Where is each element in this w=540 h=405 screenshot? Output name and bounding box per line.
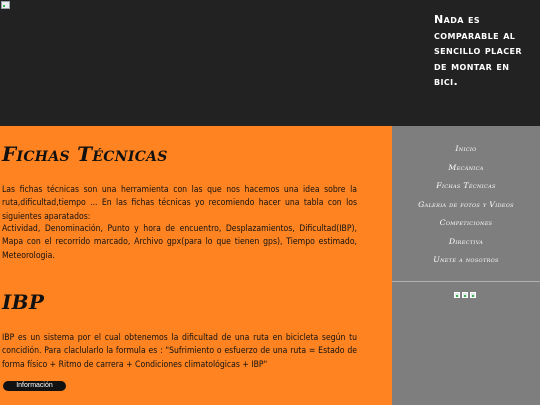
ibp-paragraph: IBP es un sistema por el cual obtenemos la dificultad de una ruta en bicicleta según tu concidión. Para claclularlo la formula es : "Sufrimiento o esfuerzo de una ruta = Estado de forma físico + Ritmo de carrera + Condiciones climatológicas + IBP" xyxy=(2,333,357,370)
nav-link-competiciones[interactable]: Competiciones xyxy=(439,218,493,227)
nav-item-inicio xyxy=(392,136,540,155)
nav-item-competiciones xyxy=(392,210,540,229)
nav-link-directiva[interactable]: Directiva xyxy=(448,236,484,246)
nav-item-fichas-tecnicas xyxy=(392,173,540,192)
sidebar-nav xyxy=(392,136,540,266)
nav-item-unete xyxy=(392,247,540,266)
nav-link-mecanica[interactable]: Mecánica xyxy=(448,162,484,172)
informacion-button[interactable]: Información xyxy=(3,381,66,391)
site-tagline: Nada es comparable al sencillo placer de montar en bici. xyxy=(434,13,522,89)
main-content xyxy=(0,126,392,405)
badge-image-icon[interactable] xyxy=(470,292,476,298)
badge-image-icon[interactable] xyxy=(454,292,460,298)
nav-link-unete[interactable]: Unete a nosotros xyxy=(433,255,499,264)
section-title-fichas-tecnicas: Fichas Técnicas xyxy=(2,142,168,166)
broken-image-icon xyxy=(1,1,10,9)
nav-link-fichas-tecnicas[interactable]: Fichas Técnicas xyxy=(436,181,496,190)
fichas-fields-paragraph: Actividad, Denominación, Punto y hora de encuentro, Desplazamientos, Dificultad(IBP), Mapa con el recorrido marcado, Archivo gpx(para lo que tienen gps), Tiempo estimado, Meteorologia. xyxy=(2,224,357,261)
badge-image-icon[interactable] xyxy=(462,292,468,298)
nav-link-galeria[interactable]: Galeria de fotos y Videos xyxy=(418,199,514,209)
nav-item-directiva xyxy=(392,229,540,248)
section-title-ibp: IBP xyxy=(2,290,45,314)
site-header xyxy=(0,0,540,126)
nav-item-galeria xyxy=(392,192,540,211)
sidebar xyxy=(392,126,540,405)
sidebar-badges xyxy=(454,292,476,298)
nav-link-inicio[interactable]: Inicio xyxy=(455,144,477,153)
nav-item-mecanica xyxy=(392,155,540,174)
fichas-intro-paragraph: Las fichas técnicas son una herramienta con las que nos hacemos una idea sobre la ruta,dificultad,tiempo ... En las fichas técnicas yo recomiendo hacer una tabla con los siguientes aparatados: xyxy=(2,185,357,222)
sidebar-divider xyxy=(392,281,540,282)
